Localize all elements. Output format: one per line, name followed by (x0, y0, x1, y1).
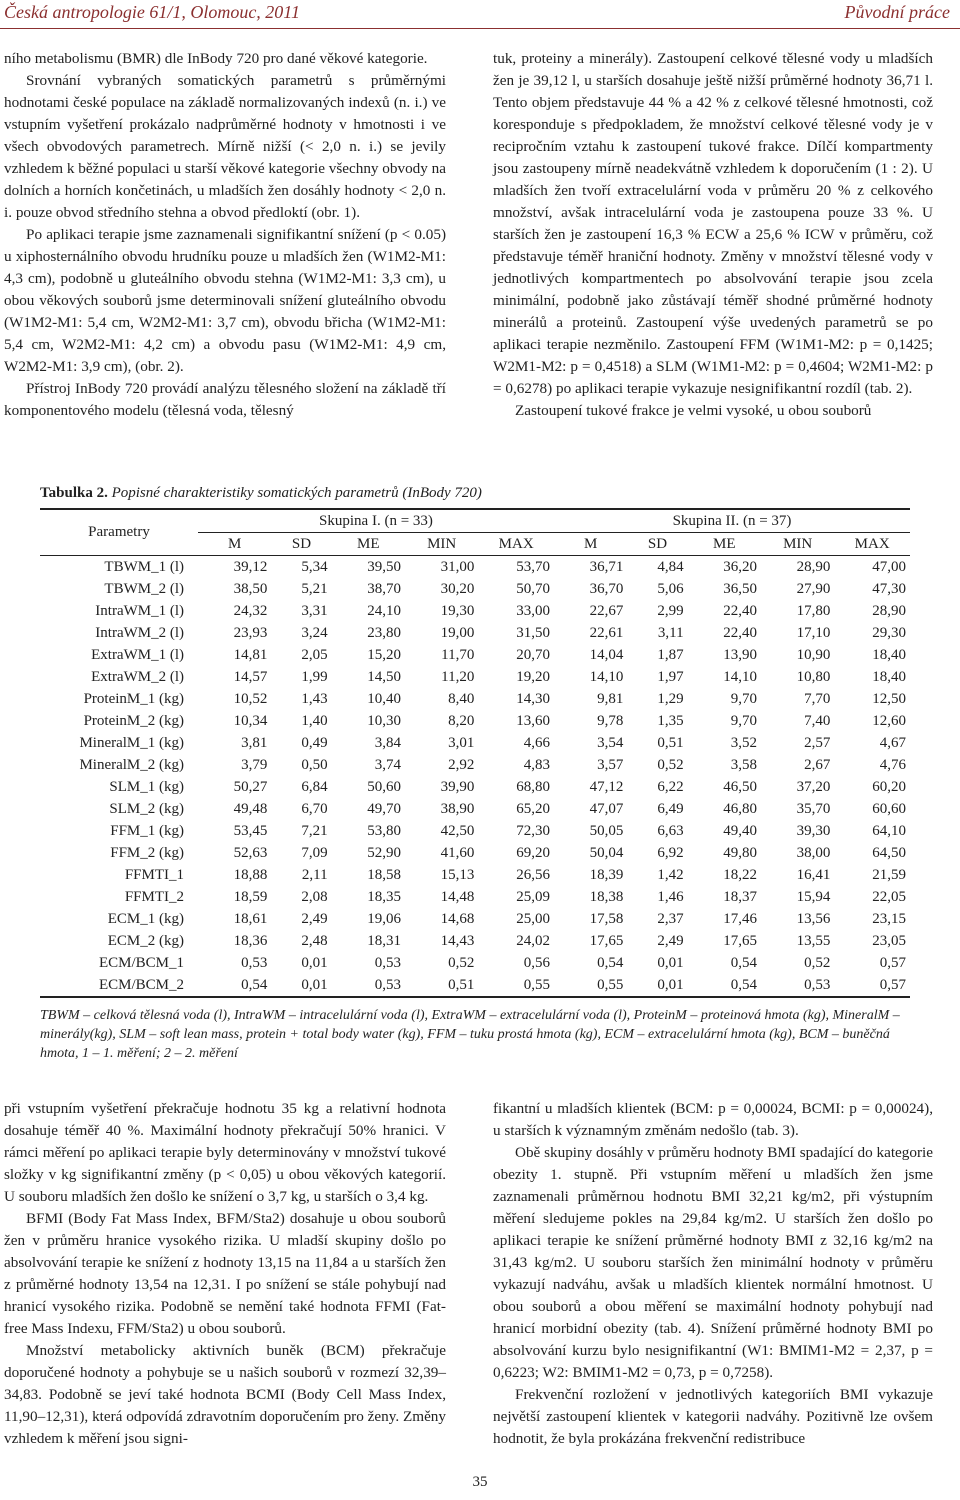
param-header: Parametry (40, 509, 198, 556)
row-label: TBWM_1 (l) (104, 558, 184, 575)
table-row (40, 644, 910, 666)
table-cell: 39,50 (367, 558, 401, 575)
right-column-top (493, 48, 933, 422)
table-cell: 19,30 (440, 602, 475, 619)
row-label: ExtraWM_1 (l) (91, 646, 184, 663)
table-cell: 0,54 (597, 954, 624, 971)
table-cell: 14,10 (723, 668, 757, 685)
table-cell: 22,05 (872, 888, 906, 905)
table-cell: 14,43 (440, 932, 475, 949)
table-caption-label: Tabulka 2. (40, 485, 108, 501)
row-label: FFM_2 (kg) (110, 844, 184, 861)
table-cell: 12,50 (872, 690, 906, 707)
table-cell: 25,09 (516, 888, 550, 905)
table-cell: 3,57 (597, 756, 624, 773)
paragraph: Frekvenční rozložení v jednotlivých kategoriích BMI vykazuje největší zastoupení klientek v kategorii nadváhy. Pozitivně lze ovšem hodnotit, že byla prokázána frekvenční redistribuce (493, 1386, 933, 1447)
group2-header: Skupina II. (n = 37) (554, 509, 910, 533)
table-cell: 14,50 (367, 668, 401, 685)
table-cell: 46,80 (723, 800, 757, 817)
table-cell: 18,59 (233, 888, 268, 905)
table-cell: 60,60 (872, 800, 906, 817)
table-cell: 47,07 (589, 800, 624, 817)
table-cell: 50,27 (233, 778, 268, 795)
table-cell: 49,80 (723, 844, 757, 861)
table-cell: 0,01 (301, 976, 328, 993)
table-row (40, 622, 910, 644)
table-cell: 3,24 (301, 624, 328, 641)
table-row (40, 974, 910, 997)
table-cell: 3,52 (730, 734, 757, 751)
table-cell: 3,58 (730, 756, 757, 773)
running-header (0, 2, 960, 28)
row-label: SLM_1 (kg) (109, 778, 184, 795)
table-cell: 3,81 (241, 734, 268, 751)
row-label: ProteinM_2 (kg) (83, 712, 184, 729)
row-label: ECM/BCM_2 (98, 976, 184, 993)
row-label: FFMTI_2 (124, 888, 184, 905)
table-cell: 23,80 (367, 624, 401, 641)
table-cell: 7,40 (804, 712, 831, 729)
table-cell: 10,80 (796, 668, 831, 685)
table-cell: 0,54 (730, 976, 757, 993)
table-cell: 10,90 (796, 646, 831, 663)
table-cell: 1,40 (301, 712, 328, 729)
table-cell: 69,20 (516, 844, 550, 861)
paragraph: ního metabolismu (BMR) dle InBody 720 pro dané věkové kategorie. (4, 50, 428, 67)
table-cell: 24,32 (233, 602, 268, 619)
table-cell: 1,87 (657, 646, 684, 663)
table-cell: 20,70 (516, 646, 550, 663)
table-cell: 3,31 (301, 602, 328, 619)
table-cell: 35,70 (796, 800, 831, 817)
stat-header: MAX (854, 535, 890, 552)
table-cell: 1,42 (657, 866, 684, 883)
table-cell: 6,70 (301, 800, 328, 817)
paragraph: Přístroj InBody 720 provádí analýzu tělesného složení na základě tří komponentového modelu (tělesná voda, tělesný (4, 380, 446, 419)
table-caption-text: Popisné charakteristiky somatických parametrů (InBody 720) (111, 485, 482, 501)
table-cell: 3,79 (241, 756, 268, 773)
table-cell: 36,71 (589, 558, 624, 575)
table-cell: 28,90 (872, 602, 906, 619)
table-cell: 18,22 (723, 866, 757, 883)
table-cell: 72,30 (516, 822, 550, 839)
table-cell: 27,90 (796, 580, 831, 597)
table-cell: 68,80 (516, 778, 550, 795)
table-cell: 4,67 (879, 734, 906, 751)
table-cell: 38,70 (367, 580, 401, 597)
table-cell: 17,80 (796, 602, 831, 619)
table-cell: 16,41 (796, 866, 831, 883)
table-cell: 8,40 (448, 690, 475, 707)
group1-header: Skupina I. (n = 33) (198, 509, 554, 533)
table-cell: 49,48 (233, 800, 268, 817)
table-row (40, 578, 910, 600)
stat-header: SD (291, 535, 312, 552)
table-row (40, 600, 910, 622)
table-cell: 8,20 (448, 712, 475, 729)
table-cell: 18,37 (723, 888, 757, 905)
table-cell: 5,34 (301, 558, 328, 575)
table-cell: 4,83 (523, 756, 550, 773)
table-cell: 18,61 (233, 910, 268, 927)
table-cell: 2,92 (448, 756, 475, 773)
table-cell: 3,84 (374, 734, 401, 751)
table-cell: 10,40 (367, 690, 401, 707)
table-cell: 0,56 (523, 954, 550, 971)
table-cell: 0,51 (448, 976, 475, 993)
row-label: SLM_2 (kg) (109, 800, 184, 817)
table-cell: 2,49 (301, 910, 328, 927)
table-cell: 5,06 (657, 580, 684, 597)
table-cell: 22,40 (723, 624, 757, 641)
table-cell: 18,40 (872, 646, 906, 663)
table-cell: 2,05 (301, 646, 328, 663)
table-cell: 19,00 (440, 624, 475, 641)
table-row (40, 842, 910, 864)
table-row (40, 732, 910, 754)
table-cell: 1,35 (657, 712, 684, 729)
table-cell: 49,70 (367, 800, 401, 817)
table-row (40, 864, 910, 886)
table-cell: 4,76 (879, 756, 906, 773)
row-label: MineralM_1 (kg) (79, 734, 184, 751)
table-cell: 6,92 (657, 844, 684, 861)
table-cell: 64,10 (872, 822, 906, 839)
table-cell: 15,94 (796, 888, 831, 905)
table-cell: 36,50 (723, 580, 757, 597)
row-label: IntraWM_1 (l) (95, 602, 184, 619)
table-cell: 0,54 (730, 954, 757, 971)
paragraph: Po aplikaci terapie jsme zaznamenali signifikantní snížení (p < 0.05) u xiphosternálního obvodu hrudníku pouze u mladších žen (W1M2-M1: 4,3 cm), podobně u gluteálního obvodu stehna (W1M2-M1: 3,3 cm), u obou věkových souborů jsme determinovali snížení gluteálního obvodu (W1M2-M1: 5,4 cm, W2M2-M1: 3,7 cm), obvodu břicha (W1M2-M1: 5,4 cm, W2M2-M1: 4,2 cm) a obvodu pasu (W1M2-M1: 4,9 cm, W2M2-M1: 3,9 cm), (obr. 2). (4, 226, 446, 375)
row-label: FFMTI_1 (124, 866, 184, 883)
table-cell: 25,00 (516, 910, 550, 927)
table-cell: 1,46 (657, 888, 684, 905)
table-row (40, 556, 910, 579)
table-cell: 42,50 (440, 822, 475, 839)
table-cell: 0,01 (301, 954, 328, 971)
paragraph: při vstupním vyšetření překračuje hodnotu 35 kg a relativní hodnota dosahuje téměř 40 %. Maximální hodnoty překračují 50% hranici. V rámci měření po aplikaci terapie byly determinovány v množství tukové složky v kg signifikantní změny (p < 0,05) u obou věkových kategorií. U souboru mladších žen došlo ke snížení o 3,7 kg, u starších o 3,4 kg. (4, 1100, 446, 1205)
table-cell: 0,50 (301, 756, 328, 773)
table-cell: 18,38 (589, 888, 624, 905)
table-cell: 60,20 (872, 778, 906, 795)
table-cell: 39,30 (796, 822, 831, 839)
table-cell: 0,57 (879, 976, 906, 993)
table-row (40, 798, 910, 820)
table-cell: 18,31 (367, 932, 401, 949)
table-cell: 33,00 (516, 602, 550, 619)
row-label: FFM_1 (kg) (110, 822, 184, 839)
table-cell: 18,88 (233, 866, 268, 883)
table-cell: 1,99 (301, 668, 328, 685)
table-cell: 2,57 (804, 734, 831, 751)
table-cell: 18,35 (367, 888, 401, 905)
stat-header: M (584, 535, 598, 552)
table-body (40, 556, 910, 998)
paragraph: tuk, proteiny a minerály). Zastoupení celkové tělesné vody u mladších žen je 39,12 l, u starších dosahuje ještě nižší průměrné hodnoty 36,71 l. Tento objem představuje 44 % a 42 % z celkové tělesné hmotnosti, což koresponduje s předpokladem, že množství celkové tělesné vody je v recipročním vztahu k zastoupení tukové frakce. Dílčí kompartmenty jsou zastoupeny mírně neadekvátně vzhledem k doporučením (1 : 2). U mladších žen tvoří extracelulární voda v průměru 20 % z celkového množství, avšak intracelulární voda je zastoupena pouze 33 %. U starších žen je zastoupení 16,3 % ECW a 25,6 % ICW v průměru, což představuje téměř hraniční hodnoty. Změny v množství tělesné vody v jednotlivých kompartmentech po absolvování terapie jsou zcela minimální, podobně jako zůstávají téměř shodné průměrné hodnoty minerálů a proteinů. Zastoupení výše uvedených parametrů se po aplikaci terapie nezměnilo. Zastoupení FFM (W1M1-M2: p = 0,1425; W2M1-M2: p = 0,4518) a SLM (W1M1-M2: p = 0,4604; W2M1-M2: p = 0,6278) po aplikaci terapie vykazuje nesignifikantní rozdíl (tab. 2). (493, 50, 933, 397)
table-cell: 0,53 (804, 976, 831, 993)
table-cell: 4,84 (657, 558, 684, 575)
table-cell: 14,68 (440, 910, 475, 927)
table-cell: 0,53 (374, 954, 401, 971)
table-cell: 14,57 (233, 668, 268, 685)
table-cell: 14,04 (589, 646, 624, 663)
table-cell: 17,65 (723, 932, 757, 949)
table-cell: 6,63 (657, 822, 684, 839)
table-cell: 3,01 (448, 734, 475, 751)
table-cell: 7,21 (301, 822, 328, 839)
data-table (40, 508, 910, 998)
table-cell: 0,52 (657, 756, 684, 773)
table-cell: 22,61 (589, 624, 624, 641)
table-cell: 17,46 (723, 910, 757, 927)
table-cell: 24,02 (516, 932, 550, 949)
table-row (40, 908, 910, 930)
table-cell: 28,90 (796, 558, 831, 575)
table-cell: 0,53 (241, 954, 268, 971)
stat-header: MIN (783, 535, 813, 552)
table-cell: 52,90 (367, 844, 401, 861)
table-row (40, 952, 910, 974)
table-cell: 29,30 (872, 624, 906, 641)
row-label: ProteinM_1 (kg) (83, 690, 184, 707)
table-cell: 17,10 (796, 624, 831, 641)
table-caption (40, 485, 482, 502)
table-cell: 1,43 (301, 690, 328, 707)
table-cell: 18,40 (872, 668, 906, 685)
table-cell: 13,90 (723, 646, 757, 663)
table-cell: 23,05 (872, 932, 906, 949)
table-cell: 50,60 (367, 778, 401, 795)
table-cell: 2,48 (301, 932, 328, 949)
table-cell: 7,09 (301, 844, 328, 861)
table-cell: 5,21 (301, 580, 328, 597)
table-cell: 4,66 (523, 734, 550, 751)
table-cell: 9,81 (597, 690, 624, 707)
row-label: TBWM_2 (l) (104, 580, 184, 597)
table-cell: 38,90 (440, 800, 475, 817)
table-cell: 19,06 (367, 910, 401, 927)
table-cell: 15,13 (440, 866, 475, 883)
table-cell: 41,60 (440, 844, 475, 861)
table-cell: 64,50 (872, 844, 906, 861)
table-cell: 1,97 (657, 668, 684, 685)
table-cell: 53,80 (367, 822, 401, 839)
table-cell: 2,37 (657, 910, 684, 927)
row-label: IntraWM_2 (l) (95, 624, 184, 641)
table-cell: 36,20 (723, 558, 757, 575)
table-cell: 37,20 (796, 778, 831, 795)
table-cell: 2,67 (804, 756, 831, 773)
table-cell: 47,30 (872, 580, 906, 597)
table-cell: 12,60 (872, 712, 906, 729)
table-cell: 3,74 (374, 756, 401, 773)
table-cell: 46,50 (723, 778, 757, 795)
table-cell: 21,59 (872, 866, 906, 883)
page-number: 35 (472, 1474, 488, 1490)
table-cell: 30,20 (440, 580, 475, 597)
row-label: ECM_2 (kg) (107, 932, 184, 949)
table-row (40, 688, 910, 710)
table-cell: 50,04 (589, 844, 624, 861)
table-row (40, 820, 910, 842)
table-cell: 15,20 (367, 646, 401, 663)
row-label: ECM/BCM_1 (98, 954, 184, 971)
table-cell: 14,48 (440, 888, 475, 905)
table-cell: 1,29 (657, 690, 684, 707)
table-cell: 65,20 (516, 800, 550, 817)
table-cell: 17,65 (589, 932, 624, 949)
table-cell: 2,49 (657, 932, 684, 949)
table-cell: 14,30 (516, 690, 550, 707)
table-cell: 47,12 (589, 778, 624, 795)
table-cell: 50,05 (589, 822, 624, 839)
table-cell: 17,58 (589, 910, 624, 927)
table-cell: 39,12 (233, 558, 268, 575)
table-cell: 23,93 (233, 624, 268, 641)
paragraph: Zastoupení tukové frakce je velmi vysoké, u obou souborů (515, 402, 872, 419)
left-column-top (4, 48, 446, 422)
table-cell: 52,63 (233, 844, 268, 861)
table-cell: 31,00 (440, 558, 475, 575)
table-cell: 9,70 (730, 712, 757, 729)
stat-header: MIN (427, 535, 457, 552)
table-cell: 0,52 (804, 954, 831, 971)
table-cell: 2,99 (657, 602, 684, 619)
stat-header: ME (713, 535, 736, 552)
table-cell: 13,60 (516, 712, 550, 729)
table-cell: 24,10 (367, 602, 401, 619)
table-cell: 18,39 (589, 866, 624, 883)
table-cell: 31,50 (516, 624, 550, 641)
table-cell: 9,78 (597, 712, 624, 729)
left-column-bottom (4, 1098, 446, 1450)
table-cell: 0,52 (448, 954, 475, 971)
paragraph: Obě skupiny dosáhly v průměru hodnoty BMI spadající do kategorie obezity 1. stupně. Při vstupním měření u mladších žen jsme zaznamenali průměrnou hodnotu BMI 32,21 kg/m2, při výstupním měření sledujeme pokles na 29,84 kg/m2. U starších žen došlo po aplikaci terapie ke snížení průměrné hodnoty BMI z 32,16 kg/m2 na 31,43 kg/m2. U souboru starších žen minimální hodnoty v průměru vykazují nadváhu, avšak u mladších klientek normální hmotnost. U obou souborů a obou měření se maximální hodnoty pohybují nad hranicí morbidní obezity (tab. 4). Snížení průměrné hodnoty BMI po absolvování kurzu bylo nesignifikantní (W1: BMIM1-M2 = 2,37, p = 0,6223; W2: BMIM1-M2 = 0,73, p = 0,7258). (493, 1144, 934, 1381)
table-cell: 18,36 (233, 932, 268, 949)
table-row (40, 776, 910, 798)
table-cell: 0,54 (241, 976, 268, 993)
table-cell: 14,10 (589, 668, 624, 685)
table-cell: 0,57 (879, 954, 906, 971)
table-cell: 19,20 (516, 668, 550, 685)
table-cell: 6,84 (301, 778, 328, 795)
right-column-bottom (493, 1098, 933, 1450)
table-cell: 39,90 (440, 778, 475, 795)
stat-header: M (228, 535, 242, 552)
table-cell: 50,70 (516, 580, 550, 597)
table-cell: 2,11 (301, 866, 328, 883)
table-cell: 11,70 (441, 646, 475, 663)
table-row (40, 754, 910, 776)
table-cell: 10,52 (233, 690, 268, 707)
row-label: MineralM_2 (kg) (79, 756, 184, 773)
table-cell: 10,34 (233, 712, 268, 729)
row-label: ExtraWM_2 (l) (91, 668, 184, 685)
table-row (40, 886, 910, 908)
table-cell: 22,40 (723, 602, 757, 619)
table-cell: 0,49 (301, 734, 328, 751)
table-cell: 0,55 (523, 976, 550, 993)
section-label: Původní práce (844, 2, 950, 22)
table-cell: 53,45 (233, 822, 268, 839)
table-notes: TBWM – celková tělesná voda (l), IntraWM – intracelulární voda (l), ExtraWM – extracelulární voda (l), ProteinM – proteinová hmota (kg), MineralM – minerály(kg), SLM – soft lean mass, protein + total body water (kg), FFM – tuku prostá hmota (kg), ECM – extracelulární hmota (kg), BCM – buněčná hmota, 1 – 1. měření; 2 – 2. měření (40, 1008, 900, 1061)
header-rule (0, 28, 960, 29)
stat-header: MAX (498, 535, 534, 552)
table-cell: 11,20 (441, 668, 475, 685)
table-cell: 3,11 (657, 624, 684, 641)
stat-header: ME (357, 535, 380, 552)
table-cell: 0,55 (597, 976, 624, 993)
paragraph: fikantní u mladších klientek (BCM: p = 0,00024, BCMI: p = 0,00024), u starších k významným změnám nedošlo (tab. 3). (493, 1100, 933, 1139)
table-cell: 9,70 (730, 690, 757, 707)
table-cell: 26,56 (516, 866, 550, 883)
table-cell: 10,30 (367, 712, 401, 729)
table-cell: 38,00 (796, 844, 831, 861)
journal-title: Česká antropologie 61/1, Olomouc, 2011 (4, 2, 300, 22)
table-cell: 0,51 (657, 734, 684, 751)
stat-header: SD (647, 535, 668, 552)
paragraph: BFMI (Body Fat Mass Index, BFM/Sta2) dosahuje u obou souborů žen v průměru hranice vysokého rizika. U mladší skupiny došlo po absolvování terapie ke snížení z hodnoty 13,15 na 11,84 a u starších žen z průměrné hodnoty 13,54 na 12,31. I po snížení se stále pohybují nad hranicí vysokého rizika. Podobně se nemění také hodnota FFMI (Fat-free Mass Indexu, FFM/Sta2) u obou souborů. (4, 1210, 446, 1337)
table-cell: 13,55 (796, 932, 831, 949)
table-cell: 0,53 (374, 976, 401, 993)
table-cell: 14,81 (233, 646, 268, 663)
table-cell: 0,01 (657, 976, 684, 993)
table-cell: 47,00 (872, 558, 906, 575)
table-cell: 36,70 (589, 580, 624, 597)
table-cell: 3,54 (597, 734, 624, 751)
table-row (40, 666, 910, 688)
row-label: ECM_1 (kg) (107, 910, 184, 927)
table-cell: 49,40 (723, 822, 757, 839)
table-cell: 6,22 (657, 778, 684, 795)
table-cell: 53,70 (516, 558, 550, 575)
table-cell: 0,01 (657, 954, 684, 971)
paragraph: Srovnání vybraných somatických parametrů s průměrnými hodnotami české populace na základě normalizovaných indexů (n. i.) ve vstupním vyšetření prokázalo nadprůměrné hodnoty v hmotnosti i ve všech obvodových parametrech. Mírně nižší (< 2,0 n. i.) se jevily vzhledem k běžné populaci u starší věkové kategorie všechny obvody na dolních a horních končetinách, u mladších žen dosáhly hodnoty < 2,0 n. i. pouze obvod středního stehna a obvod předloktí (obr. 1). (4, 72, 446, 221)
table-cell: 22,67 (589, 602, 624, 619)
table-cell: 6,49 (657, 800, 684, 817)
table-cell: 2,08 (301, 888, 328, 905)
table-cell: 23,15 (872, 910, 906, 927)
paragraph: Množství metabolicky aktivních buněk (BCM) překračuje doporučené hodnoty a pohybuje se u našich souborů v rozmezí 32,39–34,83. Podobně se jeví také hodnota BCMI (Body Cell Mass Index, 11,90–12,31), která odpovídá zdravotním doporučením pro ženy. Změny vzhledem k měření jsou signi- (4, 1342, 446, 1447)
table-row (40, 710, 910, 732)
table-cell: 18,58 (367, 866, 401, 883)
table-cell: 13,56 (796, 910, 831, 927)
table-cell: 7,70 (804, 690, 831, 707)
table-cell: 38,50 (233, 580, 268, 597)
table-row (40, 930, 910, 952)
